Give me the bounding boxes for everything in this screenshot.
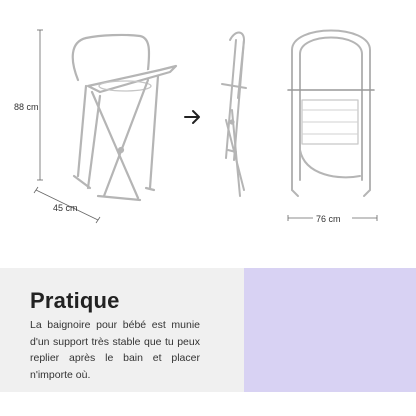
arrow-right-icon [185,111,199,123]
depth-label: 45 cm [53,203,78,213]
feature-description: La baignoire pour bébé est munie d'un support très stable que tu peux replier après le bain et placer n'importe où. [30,319,200,381]
width-label: 76 cm [316,214,341,224]
accent-panel [244,268,416,392]
stand-folded-front-illustration [288,31,374,197]
height-label: 88 cm [14,102,39,112]
footer-strip [0,392,416,416]
feature-title: Pratique [30,288,120,313]
stand-folded-side-illustration [222,33,246,197]
stand-open-illustration [73,35,176,200]
